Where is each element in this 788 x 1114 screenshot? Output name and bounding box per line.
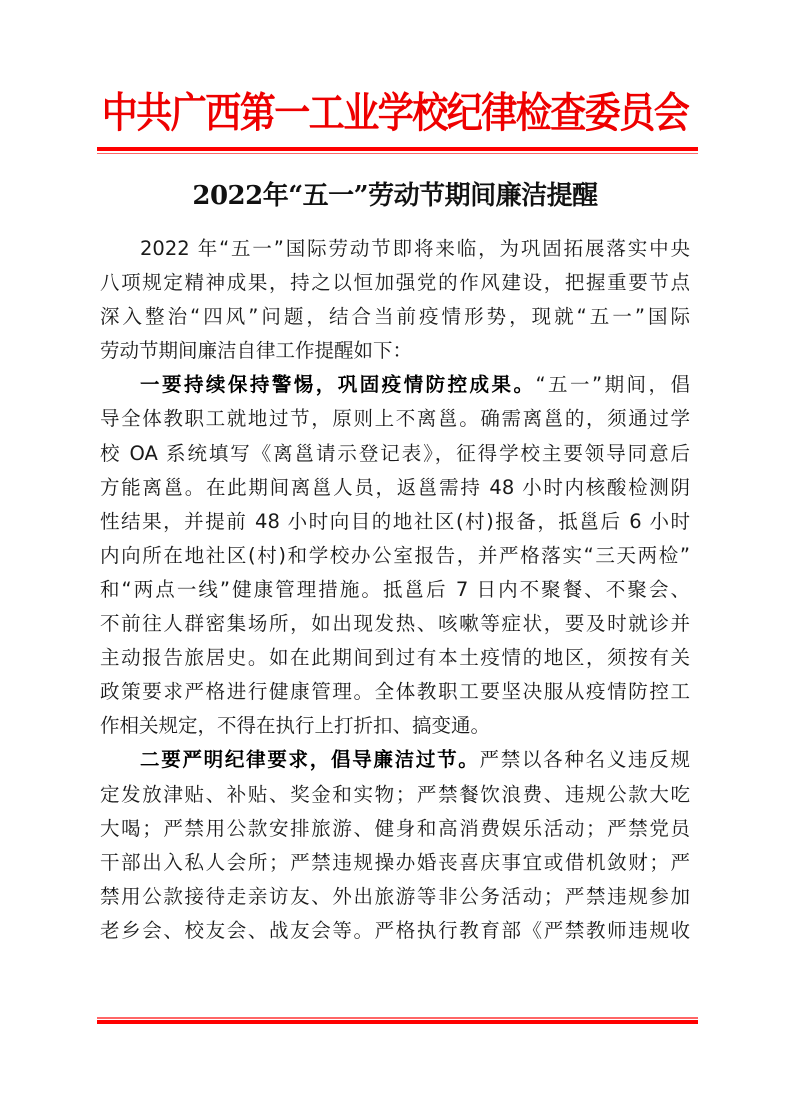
text-line: 老乡会、校友会、战友会等。严格执行教育部《严禁教师违规收 — [100, 918, 690, 942]
intro-paragraph — [100, 232, 690, 368]
text-line: 方能离邕。在此期间离邕人员，返邕需持 48 小时内核酸检测阴 — [100, 475, 690, 499]
document-title: 2022年“五一”劳动节期间廉洁提醒 — [192, 181, 598, 211]
footer-divider — [97, 1017, 698, 1024]
section-2-heading: 二要严明纪律要求，倡导廉洁过节。 — [140, 748, 480, 772]
text-line: 校 OA 系统填写《离邕请示登记表》，征得学校主要领导同意后 — [100, 441, 690, 465]
text-line: 劳动节期间廉洁自律工作提醒如下： — [100, 339, 413, 363]
text-line: 主动报告旅居史。如在此期间到过有本土疫情的地区，须按有关 — [100, 646, 690, 670]
text-line: 定发放津贴、补贴、奖金和实物；严禁餐饮浪费、违规公款大吃 — [100, 782, 690, 806]
section-1-paragraph — [100, 368, 690, 743]
text-line: 禁用公款接待走亲访友、外出旅游等非公务活动；严禁违规参加 — [100, 884, 690, 908]
text-line: 政策要求严格进行健康管理。全体教职工要坚决服从疫情防控工 — [100, 680, 690, 704]
section-1-heading: 一要持续保持警惕，巩固疫情防控成果。 — [140, 373, 536, 397]
text-line: 不前往人群密集场所，如出现发热、咳嗽等症状，要及时就诊并 — [100, 612, 690, 636]
text-line: 大喝；严禁用公款安排旅游、健身和高消费娱乐活动；严禁党员 — [100, 816, 690, 840]
divider-thick-line — [97, 1020, 698, 1024]
text-line: 和“两点一线”健康管理措施。抵邕后 7 日内不聚餐、不聚会、 — [100, 577, 690, 601]
section-1-first-line — [100, 368, 690, 402]
text-line: 导全体教职工就地过节，原则上不离邕。确需离邕的，须通过学 — [100, 407, 690, 431]
section-1-lead-text: “五一”期间，倡 — [535, 373, 690, 397]
text-line: 八项规定精神成果，持之以恒加强党的作风建设，把握重要节点 — [100, 271, 690, 295]
header-divider — [97, 147, 698, 154]
text-line: 作相关规定，不得在执行上打折扣、搞变通。 — [100, 714, 491, 738]
document-body — [100, 232, 690, 948]
text-line: 性结果，并提前 48 小时向目的地社区(村)报备，抵邕后 6 小时 — [100, 509, 690, 533]
text-line: 干部出入私人会所；严禁违规操办婚丧喜庆事宜或借机敛财；严 — [100, 850, 690, 874]
section-2-lead-text: 严禁以各种名义违反规 — [479, 748, 690, 772]
text-line: 内向所在地社区(村)和学校办公室报告，并严格落实“三天两检” — [100, 543, 690, 567]
text-line: 2022 年“五一”国际劳动节即将来临，为巩固拓展落实中央 — [140, 237, 690, 260]
section-2-first-line — [100, 743, 690, 777]
organization-header: 中共广西第一工业学校纪律检查委员会 — [101, 88, 689, 138]
divider-thin-line — [97, 153, 698, 155]
text-line: 深入整治“四风”问题，结合当前疫情形势，现就“五一”国际 — [100, 305, 690, 329]
section-2-paragraph — [100, 743, 690, 948]
